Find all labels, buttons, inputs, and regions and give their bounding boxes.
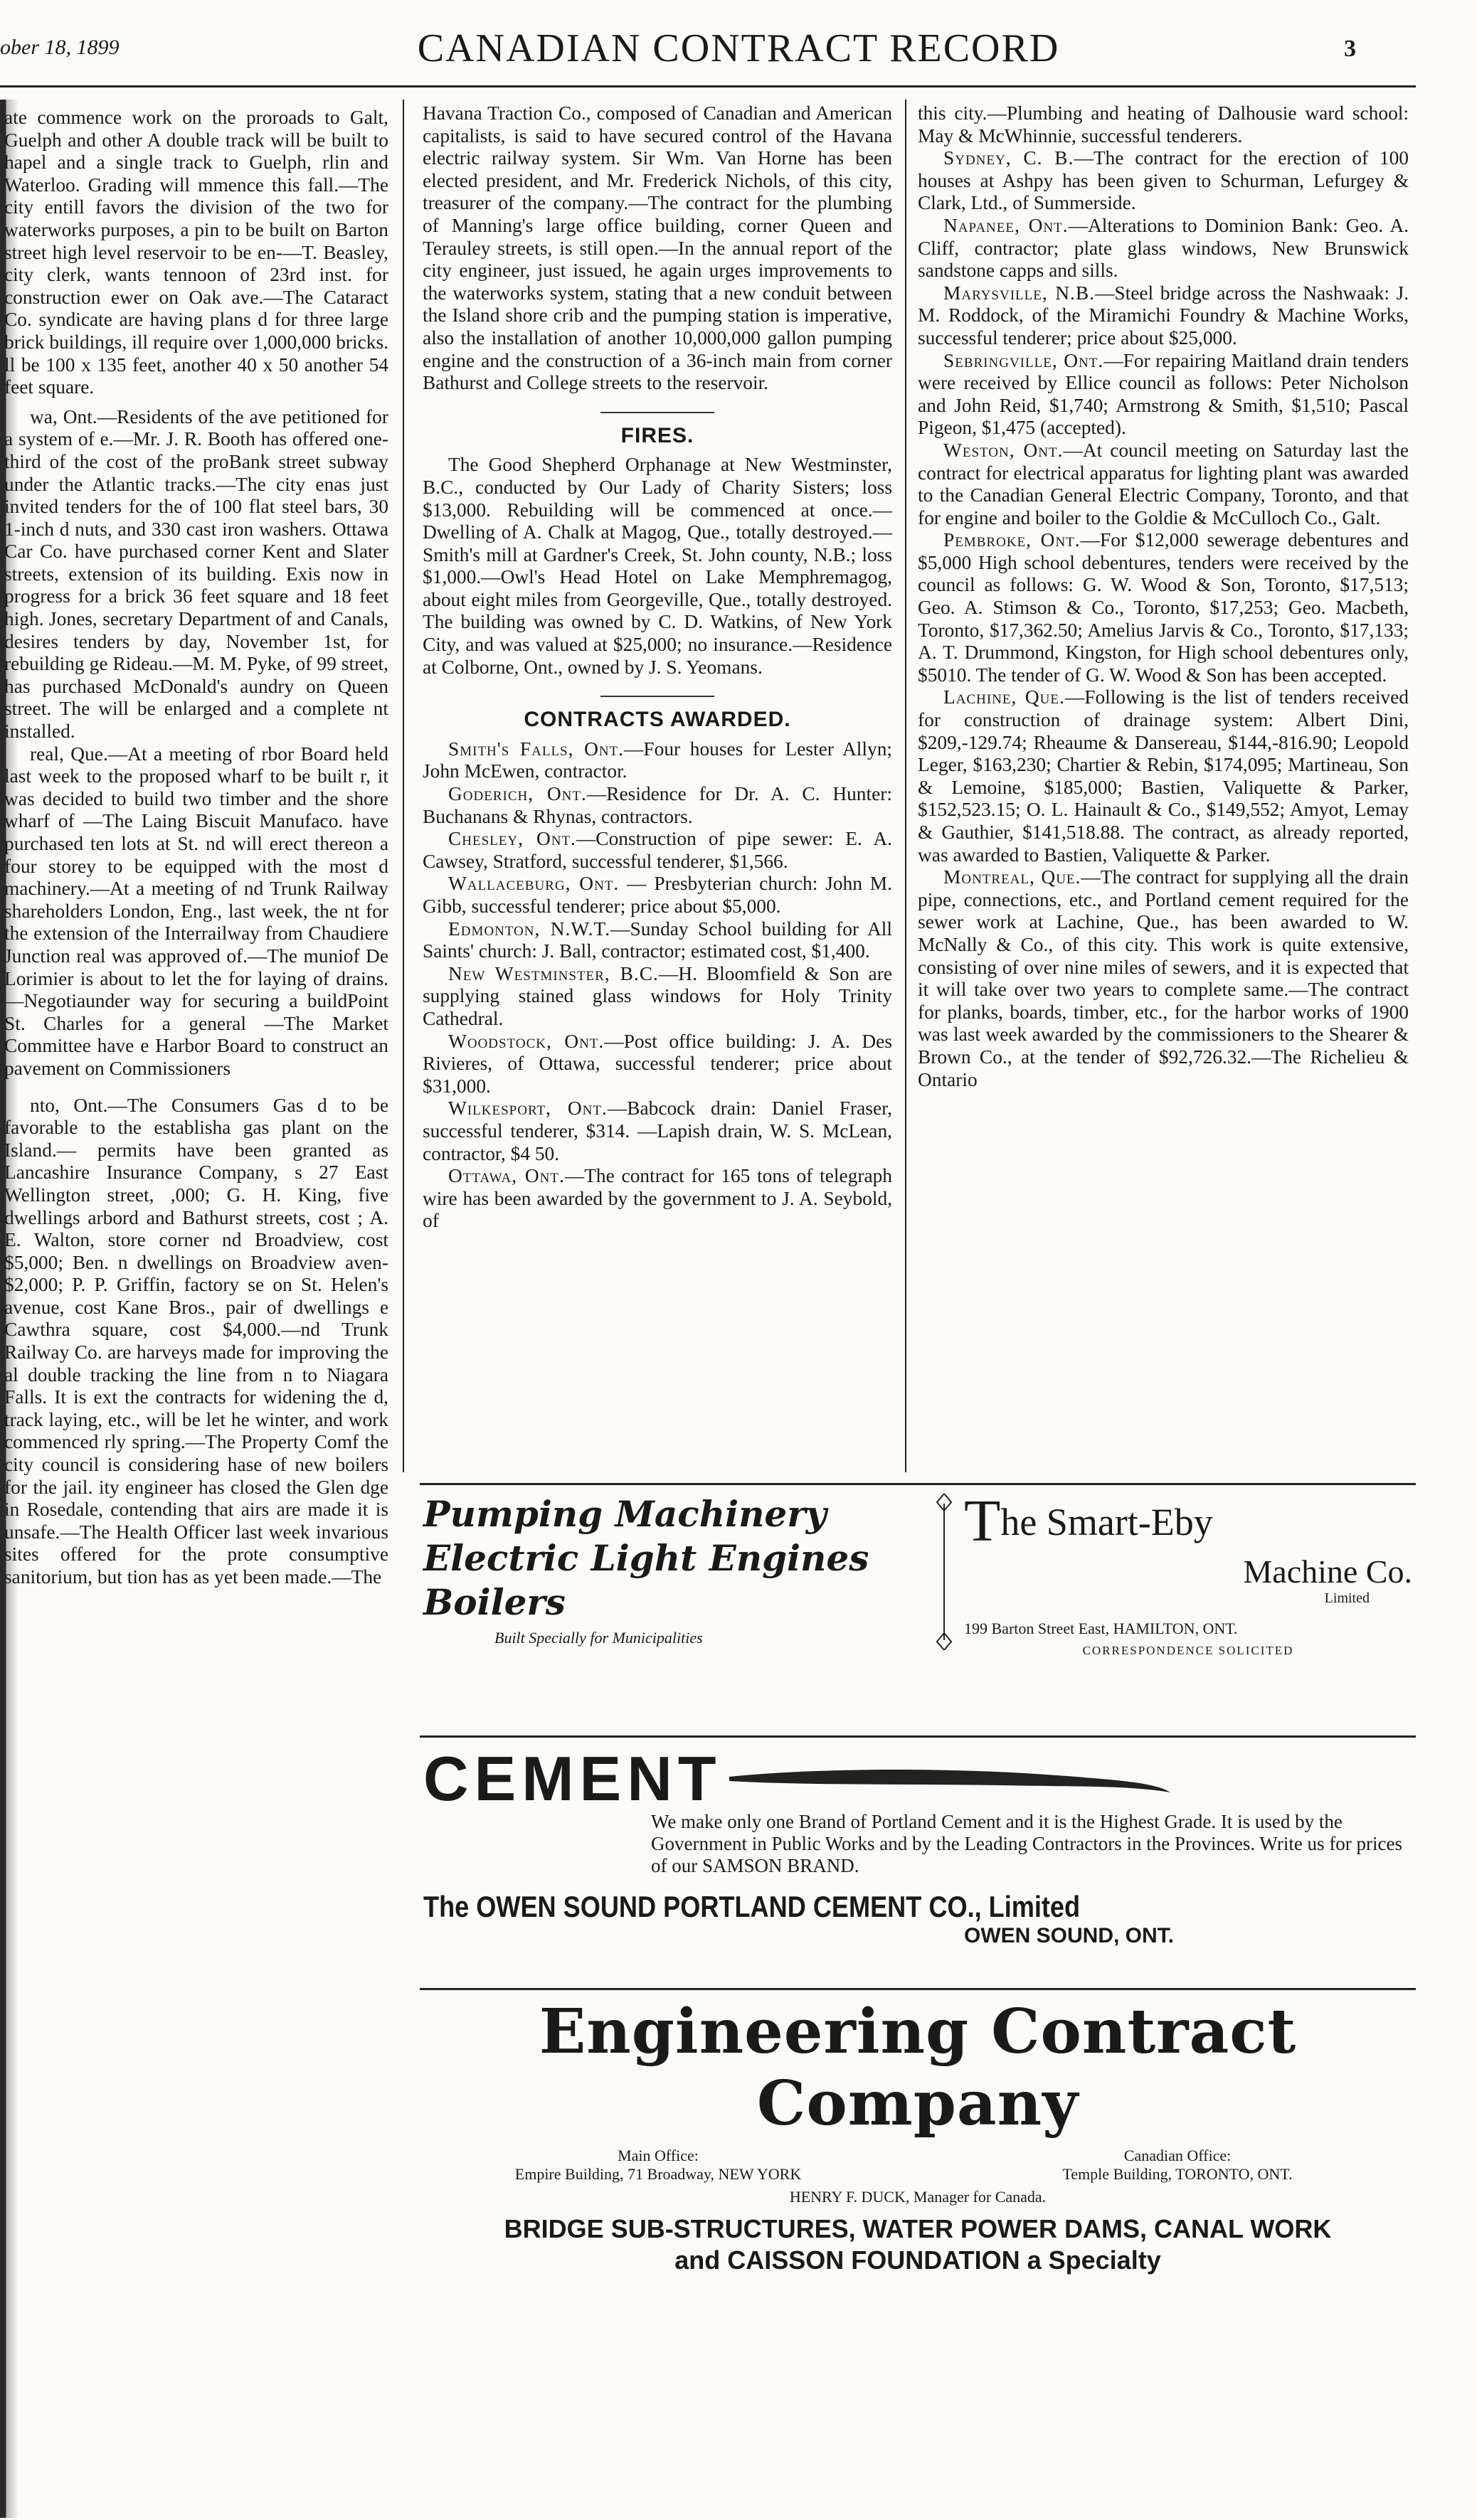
contract-text: —Post office building: J. A. Des Rivieres, of Ottawa, successful tenderer; price about $31,000. (423, 1030, 892, 1097)
col3-place: Lachine, Que. (943, 686, 1065, 708)
contract-place: New Westminster, B.C. (448, 962, 659, 984)
smart-eby-address: 199 Barton Street East, HAMILTON, ONT. (964, 1620, 1238, 1637)
col3-text: —Steel bridge across the Nashwaak: J. M. Roddock, of the Miramichi Foundry & Machine Works, successful tenderer; price about $25,000. (918, 282, 1409, 349)
pumping-line-3: Boilers (423, 1581, 566, 1623)
main-office-label: Main Office: (618, 2147, 699, 2164)
col3-place: Weston, Ont. (943, 439, 1064, 461)
smart-eby-initial: T (964, 1488, 1001, 1554)
contract-text: —The contract for 165 tons of telegraph wire has been awarded by the government to J. A. Seybold, of (423, 1165, 892, 1232)
smart-eby-correspondence: CORRESPONDENCE SOLICITED (1082, 1644, 1294, 1657)
col3-item (918, 529, 1409, 686)
contract-text: —Four houses for Lester Allyn; John McEwen, contractor. (423, 738, 893, 782)
contract-place: Wallaceburg, Ont. (448, 873, 620, 895)
engineering-title: Engineering Contract Company (539, 1996, 1297, 2139)
column-divider-2 (905, 100, 906, 1472)
contract-item (423, 1031, 892, 1098)
cement-wordmark: CEMENT (423, 1743, 722, 1814)
contract-text: — Presbyterian church: John M. Gibb, successful tenderer; price about $5,000. (423, 873, 892, 917)
contract-place: Wilkesport, Ont. (448, 1097, 608, 1120)
fires-heading: FIRES. (620, 423, 694, 447)
column-1 (4, 107, 388, 1589)
col3-item (918, 866, 1409, 1091)
contract-place: Ottawa, Ont. (448, 1165, 565, 1187)
ad-engineering-contract (423, 1996, 1412, 2276)
contract-place: Woodstock, Ont. (448, 1030, 605, 1052)
col1-paragraph: wa, Ont.—Residents of the ave petitioned for a system of e.—Mr. J. R. Booth has offered one-third of the cost of the proBank street subway under the Atlantic tracks.—The city enas just invited tenders for the of 100 flat steel bars, 30 1-inch d nuts, and 330 cast iron washers. Ottawa Car Co. have purchased corner Kent and Slater streets, extension of its building. Exis now in progress for a brick 36 feet square and 18 feet high. Jones, secretary Department of and Canals, desires tenders by day, November 1st, for rebuilding ge Rideau.—M. M. Pyke, of 99 street, has purchased McDonald's aundry on Queen street. The will be enlarged and a complete nt installed. (4, 405, 388, 743)
col3-place: Marysville, N.B. (943, 282, 1095, 304)
ad-smart-eby (964, 1487, 1412, 1658)
masthead-title: CANADIAN CONTRACT RECORD (417, 26, 1060, 70)
contract-text: —H. Bloomfield & Son are supplying stained glass windows for Holy Trinity Cathedral. (423, 962, 892, 1029)
engineering-manager: HENRY F. DUCK, Manager for Canada. (789, 2188, 1047, 2206)
ad-rule (420, 1988, 1416, 1990)
pumping-line-1: Pumping Machinery (423, 1493, 827, 1535)
col3-item (918, 147, 1409, 215)
column-divider-1 (403, 100, 404, 1472)
contract-text: —Residence for Dr. A. C. Hunter: Buchanans & Rhynas, contractors. (423, 783, 892, 827)
contract-item (423, 1097, 892, 1165)
swash-flourish-icon (729, 1761, 1170, 1797)
contract-item (423, 873, 892, 918)
contract-place: Edmonton, N.W.T. (448, 918, 611, 940)
canadian-office-label: Canadian Office: (1123, 2147, 1232, 2164)
contracts-heading: CONTRACTS AWARDED. (524, 708, 791, 732)
section-separator (600, 412, 714, 413)
engineering-specialty-line2: and CAISSON FOUNDATION a Specialty (674, 2245, 1161, 2275)
contract-place: Smith's Falls, Ont. (448, 738, 625, 760)
contract-place: Goderich, Ont. (448, 783, 587, 805)
contract-item (423, 963, 892, 1031)
section-separator (600, 696, 714, 697)
pumping-line-2: Electric Light Engines (423, 1537, 869, 1579)
issue-date: ober 18, 1899 (0, 36, 120, 59)
col3-text: —For repairing Maitland drain tenders were received by Ellice council as follows: Peter Nicholson and John Reid, $1,740; Armstrong & Smith, $1,510; Pascal Pigeon, $1,475 (accepted). (918, 349, 1409, 439)
canadian-office-address: Temple Building, TORONTO, ONT. (1062, 2165, 1293, 2183)
col3-text: —At council meeting on Saturday last the contract for electrical apparatus for lighting plant was awarded to the Canadian General Electric Company, Toronto, and that for engine and boiler to the Goldie & McCulloch Co., Galt. (918, 439, 1409, 528)
ad-owen-sound-cement (423, 1743, 1412, 1948)
ad-divider-ornament (936, 1494, 953, 1650)
col1-paragraph: ate commence work on the proroads to Galt, Guelph and other A double track will be built to hapel and a single track to Guelph, rlin and Waterloo. Grading will mmence this fall.—The city entill favors the division of the two for waterworks purposes, a pin to be built on Barton street high level reservoir to be en-—T. Beasley, city clerk, wants tennoon of 23rd inst. for construction ewer on Oak ave.—The Cataract Co. syndicate are having plans d for three large brick buildings, ill require over 1,000,000 bricks. ll be 100 x 135 feet, another 40 x 50 another 54 feet square. (4, 107, 388, 398)
col3-item (918, 215, 1409, 282)
col1-paragraph: nto, Ont.—The Consumers Gas d to be favorable to the establisha gas plant on the Island.— permits have been granted as Lancashire Insurance Company, s 27 East Wellington street, ,000; G. H. King, five dwellings arbord and Bathurst streets, cost ; A. E. Walton, store corner nd Broadview, cost $5,000; Ben. n dwellings on Broadview aven- $2,000; P. P. Griffin, factory se on St. Helen's avenue, cost Kane Bros., pair of dwellings e Cawthra square, cost $4,000.—nd Trunk Railway Co. are harveys made for improving the al double tracking the line from n to Niagara Falls. It is ext the contracts for widening the d, track laying, etc., will be let he winter, and work commenced rly spring.—The Property Comf the city council is considering hase of new boilers for the jail. ity engineer has closed the Glen dge in Rosedale, contending that airs are made it is unsafe.—The Health Officer last week invarious sites offered for the prote consumptive sanitorium, but tion has as yet been made.—The (4, 1094, 388, 1588)
col3-text: —Alterations to Dominion Bank: Geo. A. Cliff, contractor; plate glass windows, New Brunswick sandstone capps and sills. (918, 214, 1409, 282)
col3-place: Montreal, Que. (943, 866, 1081, 888)
contract-item (423, 828, 892, 873)
contract-item (423, 738, 892, 783)
smart-eby-name: he Smart-Eby (1000, 1501, 1213, 1543)
contract-text: —Construction of pipe sewer: E. A. Cawsey, Stratford, successful tenderer, $1,566. (423, 828, 892, 872)
contract-text: —Sunday School building for All Saints' church: J. Ball, contractor; estimated cost, $1,400. (423, 918, 892, 962)
contract-item (423, 918, 892, 963)
cement-description: We make only one Brand of Portland Cement and it is the Highest Grade. It is used by the Government in Public Works and by the Leading Contractors in the Provinces. Write us for prices of our SAMSON BRAND. (651, 1811, 1403, 1876)
column-2 (423, 102, 892, 1233)
contract-item (423, 1165, 892, 1233)
smart-eby-machine: Machine Co. (1243, 1553, 1412, 1590)
col2-intro: Havana Traction Co., composed of Canadian and American capitalists, is said to have secured control of the Havana electric railway system. Sir Wm. Van Horne has been elected president, and Mr. Frederick Nichols, of this city, treasurer of the company.—The contract for the plumbing of Manning's large office building, corner Queen and Terauley streets, is still open.—In the annual report of the city engineer, just issued, he again urges improvements to the waterworks system, stating that a new conduit between the Island shore crib and the pumping station is imperative, also the installation of another 10,000,000 gallon pumping engine and the construction of a 36-inch main from corner Bathurst and College streets to the reservoir. (423, 102, 892, 394)
col3-place: Sebringville, Ont. (943, 349, 1104, 371)
col3-text: —Following is the list of tenders received for construction of drainage system: Albert Dini, $209,-129.74; Rheaume & Dansereau, $144,-816.90; Leopold Leger, $163,230; Chartier & Rebin, $174,095; Martineau, Son & Lemoine, $185,000; Bastien, Valiquette & Parker, $152,523.15; O. L. Hainault & Co., $149,552; Amyot, Lemay & Gauthier, $141,518.88. The contract, as already reported, was awarded to Bastien, Valiquette & Parker. (918, 686, 1409, 866)
page-header (0, 26, 1477, 75)
fires-text: The Good Shepherd Orphanage at New Westminster, B.C., conducted by Our Lady of Charity Sisters; loss $13,000. Rebuilding will be commenced at once.—Dwelling of A. Chalk at Magog, Que., totally destroyed.—Smith's mill at Gardner's Creek, St. John county, N.B.; loss $1,000.—Owl's Head Hotel on Lake Memphremagog, about eight miles from Georgeville, Que., totally destroyed. The building was owned by C. D. Watkins, of New York City, and was valued at $25,000; no insurance.—Residence at Colborne, Ont., owned by J. S. Yeomans. (423, 454, 892, 678)
col3-item (918, 282, 1409, 350)
ad-pumping-machinery (423, 1492, 921, 1647)
contract-item (423, 783, 892, 828)
col3-item (918, 440, 1409, 529)
column-3 (918, 102, 1409, 1091)
col3-text: —The contract for the erection of 100 houses at Ashpy has been given to Schurman, Lefurgey & Clark, Ltd., of Summerside. (918, 147, 1409, 214)
smart-eby-limited: Limited (1324, 1590, 1370, 1606)
ornament-divider-icon (936, 1494, 953, 1650)
pumping-subtitle: Built Specially for Municipalities (494, 1629, 703, 1647)
col3-intro: this city.—Plumbing and heating of Dalhousie ward school: May & McWhinnie, successful tenderers. (918, 102, 1409, 147)
col3-item (918, 350, 1409, 440)
col3-place: Pembroke, Ont. (943, 529, 1081, 551)
contract-text: —Babcock drain: Daniel Fraser, successful tenderer, $314. —Lapish drain, W. S. McLean, contractor, $4 50. (423, 1097, 892, 1164)
col3-text: —For $12,000 sewerage debentures and $5,000 High school debentures, tenders were received by the council as follows: G. W. Wood & Son, Toronto, $17,513; Geo. A. Stimson & Co., Toronto, $17,253; Geo. Macbeth, Toronto, $17,362.50; Amelius Jarvis & Co., Toronto, $17,133; A. T. Drummond, Kingston, for High school debentures only, $5010. The tender of G. W. Wood & Son has been accepted. (918, 529, 1409, 686)
cement-company-city: OWEN SOUND, ONT. (964, 1924, 1175, 1947)
ad-rule-top (420, 1483, 1416, 1485)
ad-rule (420, 1735, 1416, 1738)
col3-place: Napanee, Ont. (943, 214, 1069, 236)
contract-place: Chesley, Ont. (448, 828, 576, 850)
page-number: 3 (1344, 36, 1356, 62)
header-rule (0, 85, 1416, 87)
col3-text: —The contract for supplying all the drain pipe, connections, etc., and Portland cement required for the sewer work at Lachine, Que., has been awarded to W. McNally & Co., of this city. This work is quite extensive, consisting of over nine miles of sewers, and it is expected that it will take over two years to complete same.—The contract for planks, boards, timber, etc., for the harbor works of 1900 was last week awarded by the commissioners to the Shearer & Brown Co., at the tender of $92,726.32.—The Richelieu & Ontario (918, 866, 1409, 1090)
col1-paragraph: real, Que.—At a meeting of rbor Board held last week to the proposed wharf to be built r, it was decided to build two timber and the shore wharf of —The Laing Biscuit Manufaco. have purchased ten lots at St. nd will erect thereon a four storey to be equipped with the most d machinery.—At a meeting of nd Trunk Railway shareholders London, Eng., last week, the nt for the extension of the Interrailway from Chaudiere Junction real was approved of.—The muniof De Lorimier is about to let the for laying of drains.—Negotiaunder way for securing a buildPoint St. Charles for a general —The Market Committee have e Harbor Board to construct an pavement on Commissioners (4, 743, 388, 1079)
col3-place: Sydney, C. B. (943, 147, 1074, 169)
engineering-specialty-line1: BRIDGE SUB-STRUCTURES, WATER POWER DAMS, CANAL WORK (504, 2214, 1332, 2243)
col3-item (918, 686, 1409, 866)
cement-company-name: The OWEN SOUND PORTLAND CEMENT CO., Limited (423, 1890, 1081, 1923)
main-office-address: Empire Building, 71 Broadway, NEW YORK (514, 2165, 802, 2183)
